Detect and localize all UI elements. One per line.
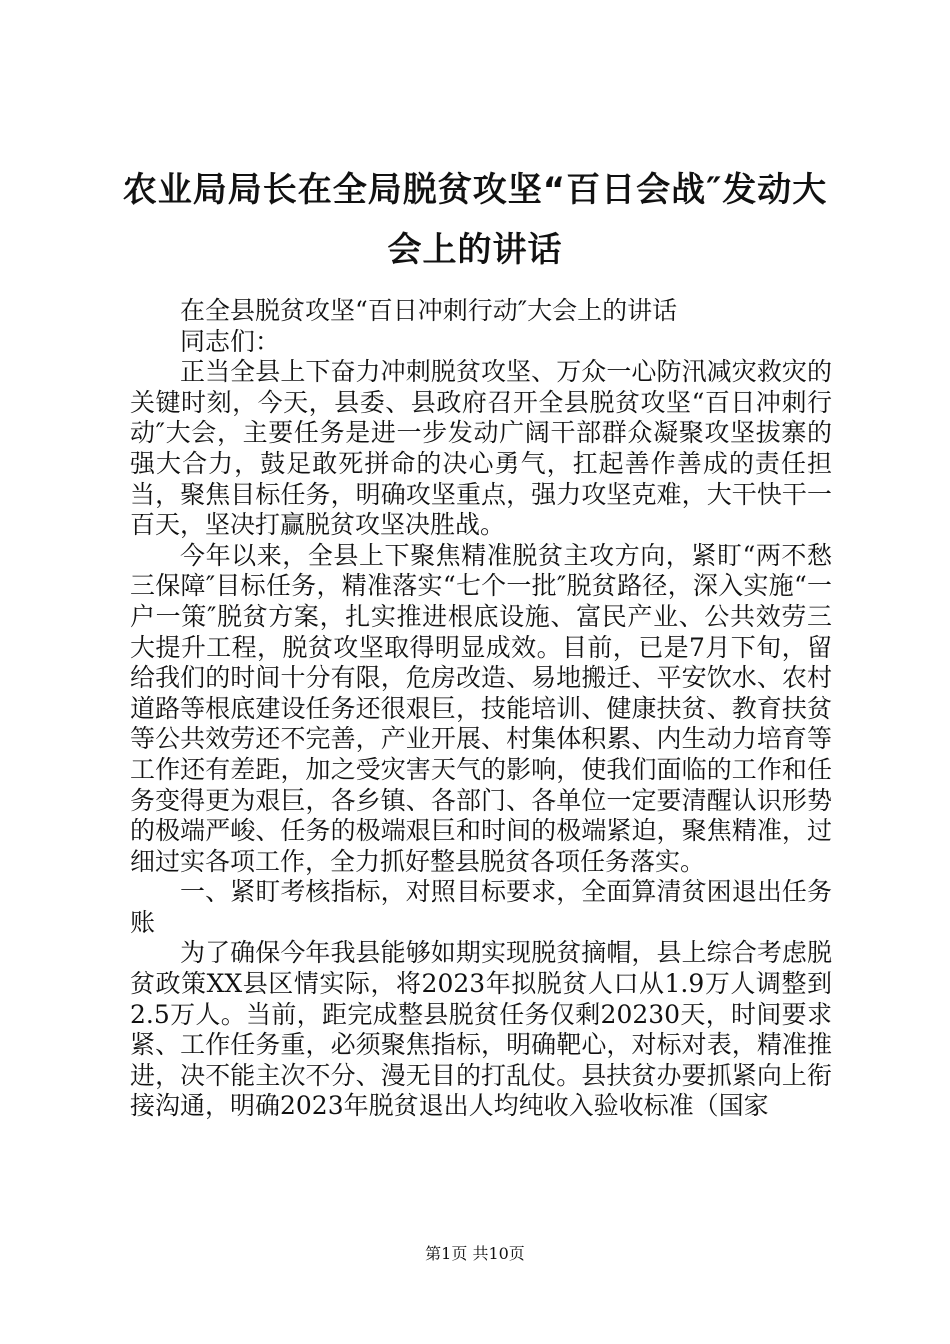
subtitle: 在全县脱贫攻坚“百日冲刺行动″大会上的讲话 [180, 296, 678, 325]
document-title: 农业局局长在全局脱贫攻坚“百日会战″发动大会上的讲话 [122, 170, 828, 270]
paragraph: 为了确保今年我县能够如期实现脱贫摘帽，县上综合考虑脱贫政策XX县区情实际，将2023年拟脱贫人口从1.9万人调整到2.5万人。当前，距完成整县脱贫任务仅剩20230天，时间要求紧、工作任务重，必须聚焦指标，明确靶心，对标对表，精准推进，决不能主次不分、漫无目的打乱仗。县扶贫办要抓紧向上衔接沟通，明确2023年脱贫退出人均纯收入验收标准（国家 [130, 938, 832, 1121]
document-body [130, 296, 832, 1122]
paragraph: 正当全县上下奋力冲刺脱贫攻坚、万众一心防汛减灾救灾的关键时刻，今天，县委、县政府召开全县脱贫攻坚“百日冲刺行动″大会，主要任务是进一步发动广阔干部群众凝聚攻坚拔寨的强大合力，鼓足敢死拼命的决心勇气，扛起善作善成的责任担当，聚焦目标任务，明确攻坚重点，强力攻坚克难，大干快干一百天，坚决打赢脱贫攻坚决胜战。 [130, 357, 832, 540]
page-footer: 第1页 共10页 [425, 1244, 525, 1263]
section-heading: 一、紧盯考核指标，对照目标要求，全面算清贫困退出任务账 [130, 877, 832, 937]
salutation: 同志们： [180, 326, 281, 356]
paragraph: 今年以来，全县上下聚焦精准脱贫主攻方向，紧盯“两不愁三保障″目标任务，精准落实“七个一批″脱贫路径，深入实施“一户一策″脱贫方案，扎实推进根底设施、富民产业、公共效劳三大提升工程，脱贫攻坚取得明显成效。目前，已是7月下旬，留给我们的时间十分有限，危房改造、易地搬迁、平安饮水、农村道路等根底建设任务还很艰巨，技能培训、健康扶贫、教育扶贫等公共效劳还不完善，产业开展、村集体积累、内生动力培育等工作还有差距，加之受灾害天气的影响，使我们面临的工作和任务变得更为艰巨，各乡镇、各部门、各单位一定要清醒认识形势的极端严峻、任务的极端艰巨和时间的极端紧迫，聚焦精准，过细过实各项工作，全力抓好整县脱贫各项任务落实。 [130, 540, 832, 876]
